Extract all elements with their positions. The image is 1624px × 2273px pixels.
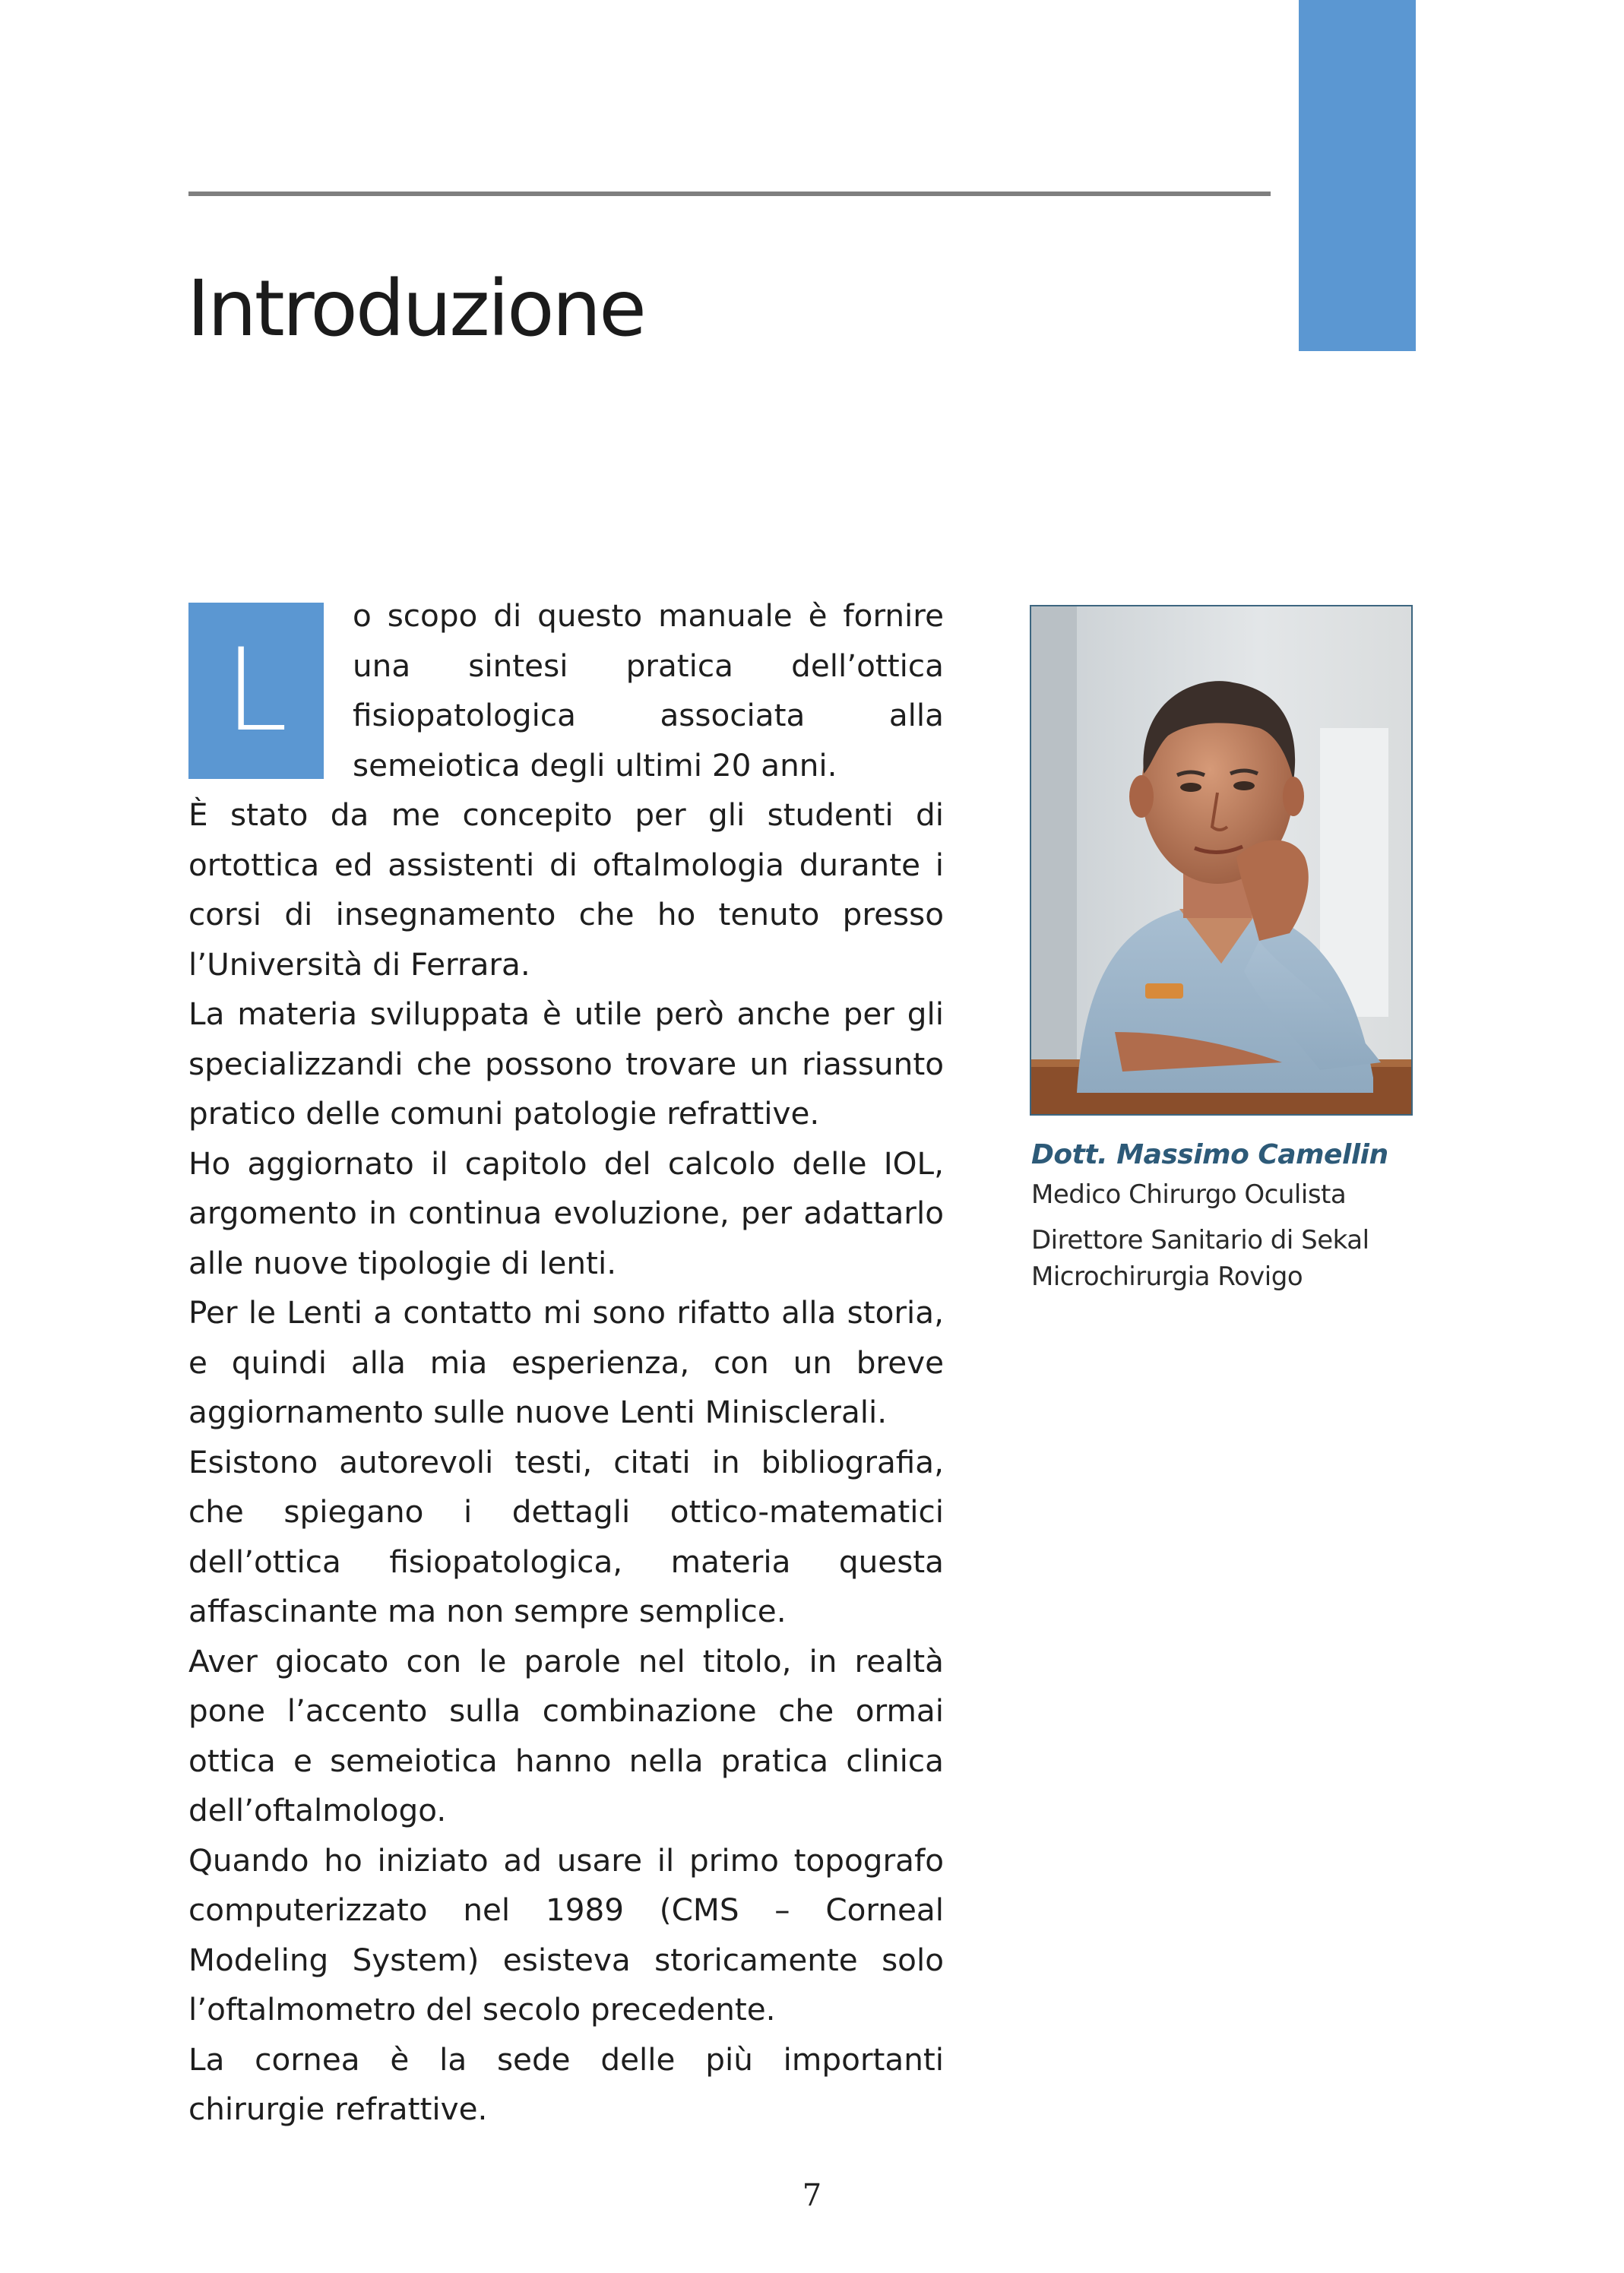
paragraph: Ho aggiornato il capitolo del calcolo delle IOL, argomento in continua evoluzione, per adattarlo alle nuove tipologie di lenti. bbox=[188, 1144, 944, 1281]
paragraph: Per le Lenti a contatto mi sono rifatto alla storia, e quindi alla mia esperienza, con un breve aggiornamento sulle nuove Lenti Minisclerali. bbox=[188, 1294, 944, 1430]
paragraph: Quando ho iniziato ad usare il primo topografo computerizzato nel 1989 (CMS – Corneal Modeling System) esisteva storicamente solo l’oftalmometro del secolo precedente. bbox=[188, 1841, 944, 2028]
paragraph-text: o scopo di questo manuale è fornire una sintesi pratica dell’ottica fisiopatologica associata alla semeiotica degli ultimi 20 anni. bbox=[353, 597, 944, 784]
paragraph: Aver giocato con le parole nel titolo, in realtà pone l’accento sulla combinazione che ormai ottica e semeiotica hanno nella pratica clinica dell’oftalmologo. bbox=[188, 1642, 944, 1828]
paragraph: Esistono autorevoli testi, citati in bibliografia, che spiegano i dettagli ottico-matematici dell’ottica fisiopatologica, materia questa affascinante ma non sempre semplice. bbox=[188, 1443, 944, 1629]
paragraph: La cornea è la sede delle più importanti chirurgie refrattive. bbox=[188, 2040, 944, 2127]
author-photo bbox=[1030, 605, 1413, 1116]
paragraph bbox=[188, 591, 944, 790]
drop-cap: L bbox=[188, 603, 324, 779]
author-name: Dott. Massimo Camellin bbox=[1031, 1139, 1388, 1170]
intro-text bbox=[188, 591, 944, 2135]
author-role: Medico Chirurgo Oculista bbox=[1031, 1179, 1347, 1210]
paragraph: È stato da me concepito per gli studenti di ortottica ed assistenti di oftalmologia durante i corsi di insegnamento che ho tenuto presso l’Università di Ferrara. bbox=[188, 796, 944, 983]
author-position-line2: Microchirurgia Rovigo bbox=[1031, 1262, 1303, 1292]
chapter-tab bbox=[1299, 0, 1416, 351]
page-number: 7 bbox=[802, 2178, 822, 2213]
author-portrait-illustration bbox=[1031, 606, 1411, 1114]
paragraph: La materia sviluppata è utile però anche per gli specializzandi che possono trovare un riassunto pratico delle comuni patologie refrattive. bbox=[188, 996, 944, 1132]
author-position-line1: Direttore Sanitario di Sekal bbox=[1031, 1225, 1369, 1255]
author-caption bbox=[1031, 1134, 1411, 1295]
header-rule bbox=[188, 192, 1271, 196]
page-title: Introduzione bbox=[187, 264, 644, 354]
